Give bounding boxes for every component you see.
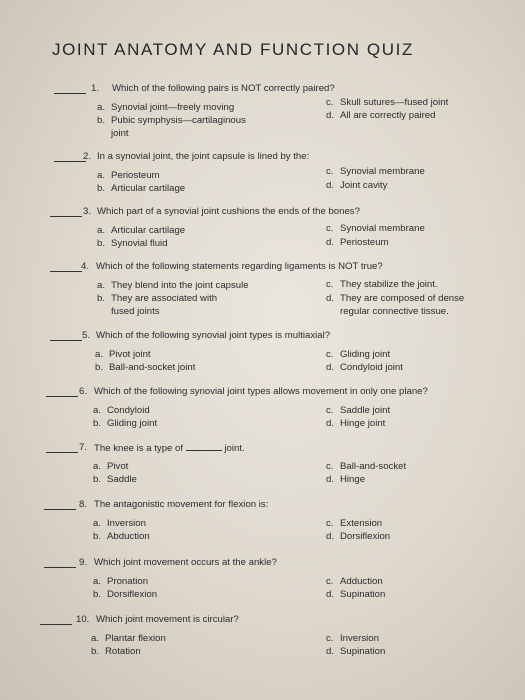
option-c: c. Gliding joint bbox=[326, 349, 391, 360]
question-number: 4. bbox=[81, 261, 90, 272]
option-d: d. Supination bbox=[326, 589, 386, 600]
option-c: c. Saddle joint bbox=[326, 405, 391, 416]
question-number: 10. bbox=[76, 614, 90, 625]
option-c: c. Inversion bbox=[326, 633, 379, 644]
option-c: c. Ball-and-socket bbox=[326, 461, 407, 472]
option-b: b. Synovial fluid bbox=[97, 238, 168, 249]
question-number: 9. bbox=[79, 557, 88, 568]
option-a: a. Pronation bbox=[93, 576, 149, 587]
option-b: b. They are associated with bbox=[97, 293, 218, 304]
answer-blank[interactable] bbox=[44, 567, 76, 568]
question-number: 6. bbox=[79, 386, 88, 397]
option-c: c. Skull sutures—fused joint bbox=[326, 97, 449, 108]
question-number: 5. bbox=[82, 330, 91, 341]
option-c: c. Synovial membrane bbox=[326, 223, 425, 234]
question-number: 7. bbox=[79, 442, 88, 453]
answer-blank[interactable] bbox=[50, 216, 82, 217]
option-c: c. Synovial membrane bbox=[326, 166, 425, 177]
option-a: a. Plantar flexion bbox=[91, 633, 166, 644]
question-text-start: The knee is a type of bbox=[94, 443, 184, 454]
option-a: a. Synovial joint—freely moving bbox=[97, 102, 235, 113]
answer-blank[interactable] bbox=[46, 452, 78, 453]
answer-blank[interactable] bbox=[44, 509, 76, 510]
option-b: b. Saddle bbox=[93, 474, 137, 485]
question-text: Which of the following synovial joint types is multiaxial? bbox=[96, 330, 331, 341]
answer-blank[interactable] bbox=[50, 340, 82, 341]
option-a: a. Periosteum bbox=[97, 170, 160, 181]
question-text: In a synovial joint, the joint capsule is lined by the: bbox=[97, 151, 310, 162]
option-d: d. They are composed of dense bbox=[326, 293, 465, 304]
option-c: c. They stabilize the joint. bbox=[326, 279, 438, 290]
option-b: b. Dorsiflexion bbox=[93, 589, 158, 600]
fill-in-blank[interactable] bbox=[186, 441, 222, 451]
option-b: b. Rotation bbox=[91, 646, 141, 657]
question-text: The antagonistic movement for flexion is: bbox=[94, 499, 269, 510]
question-text: Which joint movement occurs at the ankle? bbox=[94, 557, 277, 568]
question-text: Which of the following statements regarding ligaments is NOT true? bbox=[96, 261, 383, 272]
question-number: 2. bbox=[83, 151, 92, 162]
option-b: b. Abduction bbox=[93, 531, 150, 542]
answer-blank[interactable] bbox=[54, 93, 86, 94]
option-d: d. Condyloid joint bbox=[326, 362, 403, 373]
question-number: 3. bbox=[83, 206, 92, 217]
option-a: a. Pivot joint bbox=[95, 349, 151, 360]
option-b: b. Pubic symphysis—cartilaginous bbox=[97, 115, 246, 126]
quiz-title: JOINT ANATOMY AND FUNCTION QUIZ bbox=[52, 40, 414, 59]
option-b: b. Ball-and-socket joint bbox=[95, 362, 196, 373]
option-b: b. Gliding joint bbox=[93, 418, 158, 429]
question-number: 1. bbox=[91, 83, 100, 94]
option-d: d. Periosteum bbox=[326, 237, 389, 248]
option-c: c. Extension bbox=[326, 518, 383, 529]
option-a: a. Inversion bbox=[93, 518, 146, 529]
option-d: d. Supination bbox=[326, 646, 386, 657]
option-d: d. Hinge bbox=[326, 474, 366, 485]
option-a: a. They blend into the joint capsule bbox=[97, 280, 249, 291]
question-text: Which part of a synovial joint cushions the ends of the bones? bbox=[97, 206, 360, 217]
answer-blank[interactable] bbox=[50, 271, 82, 272]
option-c: c. Adduction bbox=[326, 576, 383, 587]
option-a: a. Condyloid bbox=[93, 405, 150, 416]
option-d: d. Joint cavity bbox=[326, 180, 388, 191]
answer-blank[interactable] bbox=[54, 161, 86, 162]
question-text-end: joint. bbox=[224, 443, 245, 454]
option-b: b. Articular cartilage bbox=[97, 183, 186, 194]
option-d: d. Hinge joint bbox=[326, 418, 386, 429]
question-text: Which of the following synovial joint types allows movement in only one plane? bbox=[94, 386, 428, 397]
question-number: 8. bbox=[79, 499, 88, 510]
option-a: a. Articular cartilage bbox=[97, 225, 186, 236]
option-d-continued: regular connective tissue. bbox=[340, 306, 449, 317]
question-text: Which of the following pairs is NOT correctly paired? bbox=[112, 83, 335, 94]
option-b-continued: joint bbox=[111, 128, 129, 139]
answer-blank[interactable] bbox=[40, 624, 72, 625]
answer-blank[interactable] bbox=[46, 396, 78, 397]
option-b-continued: fused joints bbox=[111, 306, 160, 317]
option-a: a. Pivot bbox=[93, 461, 129, 472]
option-d: d. Dorsiflexion bbox=[326, 531, 391, 542]
option-d: d. All are correctly paired bbox=[326, 110, 436, 121]
question-text bbox=[94, 441, 245, 456]
question-text: Which joint movement is circular? bbox=[96, 614, 239, 625]
